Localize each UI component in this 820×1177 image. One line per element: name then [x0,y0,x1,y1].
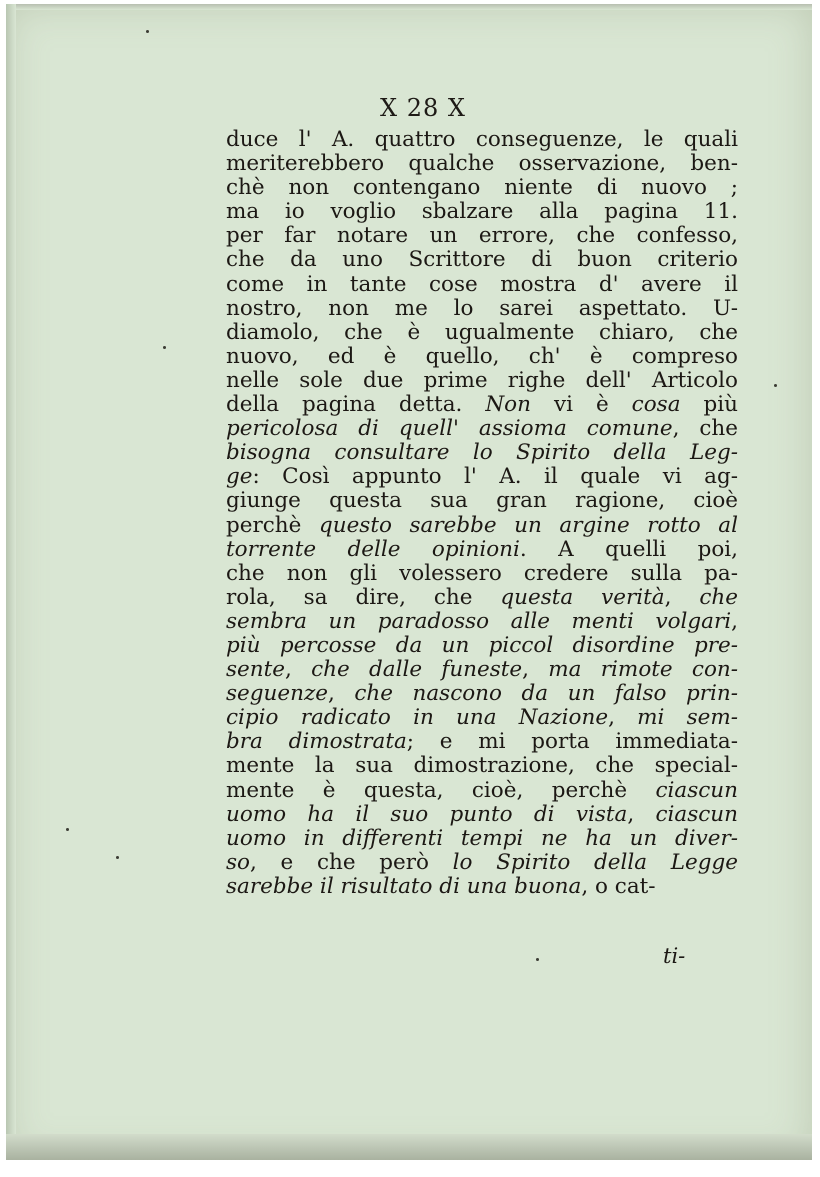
italic-text-run: uomo in differenti tempi ne ha un diver- [226,825,738,851]
text-run: , e che però [249,849,453,875]
italic-text-run: pericolosa di quell' assioma comune [226,416,673,442]
text-line [226,586,738,610]
text-run: , [284,657,312,683]
text-run: , o cat- [581,873,656,899]
text-line [226,779,738,803]
paper-left-edge [6,4,16,1160]
text-line [226,176,738,200]
text-run: come in tante cose mostra d' avere il [226,271,738,297]
italic-text-run: cosa [631,392,681,418]
text-run: nuovo, ed è quello, ch' è compreso [226,343,738,369]
text-run: , che [672,416,738,442]
text-run: diamolo, che è ugualmente chiaro, che [226,319,738,345]
text-run: giunge questa sua gran ragione, cioè [226,488,738,514]
italic-text-run: più percosse da un piccol disordine pre- [226,632,738,658]
text-run: , [627,801,656,827]
italic-text-run: questa verità [500,584,665,610]
text-line [226,248,738,272]
text-line [226,200,738,224]
text-run: della pagina detta. [226,392,486,418]
italic-text-run: seguenze [226,681,328,707]
italic-text-run: Non [485,392,531,418]
text-run: per far notare un errore, che confesso, [226,223,738,249]
text-run: . A quelli poi, [519,536,738,562]
italic-text-run: torrente delle opinioni [226,536,520,562]
text-run: che non gli volessero credere sulla pa- [226,560,738,586]
text-line [226,538,738,562]
text-run: che da uno Scrittore di buon criterio [226,247,738,273]
text-line [226,682,738,706]
paper-top-edge [6,4,812,10]
text-line [226,369,738,393]
italic-text-run: mi sem- [637,705,738,731]
page-header: X 28 X [380,94,466,122]
text-line [226,706,738,730]
text-line [226,297,738,321]
italic-text-run: questo sarebbe un argine rotto al [318,512,738,538]
text-line [226,489,738,513]
italic-text-run: ma rimote con- [548,657,739,683]
text-run: mente la sua dimostrazione, che special- [226,753,738,779]
catchword: ti- [663,944,686,968]
text-run: perchè [226,512,319,538]
text-run: : Così appunto l' A. il quale vi ag- [252,464,738,490]
text-line [226,754,738,778]
italic-text-run: che [699,584,738,610]
italic-text-run: ciascun [655,777,738,803]
text-line [226,803,738,827]
body-text [226,128,738,899]
text-line [226,634,738,658]
italic-text-run: so [226,849,250,875]
text-run: nostro, non me lo sarei aspettato. U- [226,295,738,321]
text-line [226,417,738,441]
italic-text-run: bra dimostrata [226,729,407,755]
paper-bottom-edge [6,1134,812,1160]
italic-text-run: ge [226,464,253,490]
text-line [226,730,738,754]
text-run: mente è questa, cioè, perchè [226,777,656,803]
text-line [226,465,738,489]
italic-text-run: bisogna consultare lo Spirito della Leg- [226,440,738,466]
text-line [226,273,738,297]
italic-text-run: ciascun [655,801,738,827]
italic-text-run: che nascono da un falso prin- [354,681,738,707]
text-run: , [328,681,355,707]
text-line [226,851,738,875]
text-run: , [608,705,638,731]
text-run: duce l' A. quattro conseguenze, le quali [226,127,738,152]
text-run: vi è [530,392,632,418]
italic-text-run: sente [226,657,285,683]
text-line [226,224,738,248]
text-line [226,441,738,465]
text-run: rola, sa dire, che [226,584,501,610]
text-run: ; e mi porta immediata- [406,729,738,755]
text-line [226,128,738,152]
text-run: , [664,584,700,610]
text-line [226,658,738,682]
italic-text-run: che dalle funeste [311,657,523,683]
text-line [226,827,738,851]
text-line [226,514,738,538]
italic-text-run: sembra un paradosso alle menti volgari [226,608,732,634]
text-run: , [522,657,549,683]
text-run: nelle sole due prime righe dell' Articolo [226,367,738,393]
text-line [226,321,738,345]
text-run: ma io voglio sbalzare alla pagina 11. [226,199,738,225]
italic-text-run: uomo ha il suo punto di vista [226,801,628,827]
text-line [226,345,738,369]
text-run: meriterebbero qualche osservazione, ben- [226,151,738,177]
text-run: più [680,392,738,418]
text-line [226,610,738,634]
italic-text-run: sarebbe il risultato di una buona [226,873,582,899]
text-run: chè non contengano niente di nuovo ; [226,175,738,201]
text-line [226,875,738,899]
text-line [226,393,738,417]
text-run: , [731,608,738,634]
text-line [226,562,738,586]
text-line [226,152,738,176]
italic-text-run: cipio radicato in una Nazione [226,705,609,731]
italic-text-run: lo Spirito della Legge [452,849,738,875]
